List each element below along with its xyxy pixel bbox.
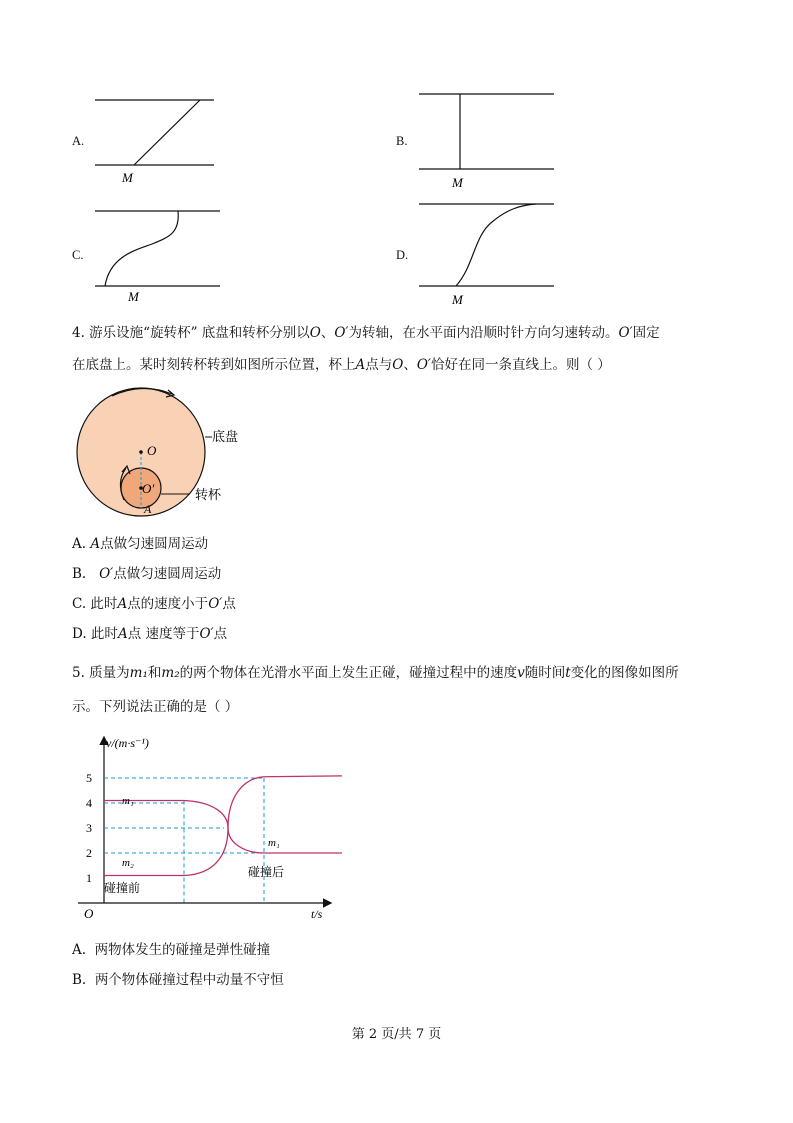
series-label-m2: m₂: [122, 857, 134, 869]
option-b-m: M: [452, 175, 463, 190]
label-base: 底盘: [212, 429, 239, 444]
q5-m2: m₂: [161, 665, 180, 681]
q5-stem-d: 随时间: [524, 665, 566, 681]
q4-opt-a-text: 点做匀速圆周运动: [100, 536, 209, 552]
q4-stem-a: 4. 游乐设施“旋转杯” 底盘和转杯分别以: [72, 325, 310, 341]
q5-stem-c: 的两个物体在光滑水平面上发生正碰，碰撞过程中的速度: [179, 665, 518, 681]
q5-stem-line2: 示。下列说法正确的是（ ）: [72, 699, 239, 715]
q5-m1: m₁: [129, 665, 148, 681]
q4-option-b: [72, 564, 221, 584]
q4-o-prime-3: O′: [416, 357, 431, 373]
q5-option-b: [72, 970, 284, 990]
series-lines: [104, 776, 342, 876]
option-b-figure: [412, 86, 562, 192]
option-a-figure: [88, 92, 223, 188]
q4-sep-2: 、: [403, 357, 417, 373]
q4-o-prime: O′: [334, 325, 349, 341]
annotation-after: 碰撞后: [248, 865, 285, 879]
q4-o: O: [309, 325, 321, 341]
series-label-m1-left: m₁: [122, 795, 134, 807]
q4-opt-c-end2: 点: [222, 596, 236, 612]
option-c-m: M: [128, 289, 139, 304]
q4-option-a: [72, 534, 208, 554]
y-ticks: [86, 771, 92, 885]
q5-stem-b: 和: [147, 665, 162, 681]
q5-stem-e: 变化的图像如图所: [570, 665, 679, 681]
y-tick-label: 2: [86, 846, 92, 860]
option-d-m: M: [452, 292, 463, 307]
q4-stem-b: 为转轴，在水平面内沿顺时针方向匀速转动。: [348, 325, 619, 341]
option-c-figure: [88, 204, 228, 306]
q5-chart: [72, 728, 342, 924]
annotation-before: 碰撞前: [104, 881, 141, 895]
y-tick-label: 1: [86, 871, 92, 885]
point-o: [139, 450, 143, 454]
q4-opt-a-prefix: A.: [72, 536, 87, 552]
option-b-label: B.: [396, 134, 408, 148]
series-m1-line: [104, 801, 342, 854]
q4-opt-c-end: O′: [208, 596, 223, 612]
q4-opt-b-prefix: B.: [72, 566, 87, 582]
q4-opt-d-point: A: [117, 626, 128, 642]
q5-opt-b-prefix: B.: [72, 972, 87, 988]
q5-v: v: [517, 665, 525, 681]
q4-figure: [72, 382, 272, 520]
q4-opt-d-prefix: D. 此时: [72, 626, 118, 642]
q5-stem-line1: [72, 663, 679, 683]
series-label-m1-right: m₁: [268, 837, 280, 849]
q4-opt-c-prefix: C. 此时: [72, 596, 118, 612]
q5-option-a: [72, 940, 270, 960]
q5-opt-b-text: 两个物体碰撞过程中动量不守恒: [94, 972, 284, 988]
q4-opt-d-text: 点 速度等于: [127, 626, 200, 642]
q5-opt-a-prefix: A.: [72, 942, 87, 958]
q4-sep: 、: [320, 325, 335, 341]
q4-opt-b-point: O′: [99, 566, 114, 582]
series-m2-line: [104, 776, 342, 876]
origin-label: O: [84, 906, 94, 921]
q5-stem-a: 5. 质量为: [72, 665, 130, 681]
q4-opt-b-text: 点做匀速圆周运动: [113, 566, 222, 582]
q4-opt-c-text: 点的速度小于: [127, 596, 209, 612]
q4-stem-d: 在底盘上。某时刻转杯转到如图所示位置，杯上: [72, 357, 356, 373]
y-tick-label: 5: [86, 771, 92, 785]
option-c-label: C.: [72, 248, 84, 262]
label-cup: 转杯: [195, 487, 222, 502]
label-o: O: [147, 443, 157, 458]
option-a-m: M: [122, 170, 133, 185]
q4-stem-line1: [72, 323, 660, 343]
q4-option-c: [72, 594, 236, 614]
q4-a: A: [355, 357, 366, 373]
option-d-figure: [412, 196, 562, 308]
y-tick-label: 3: [86, 821, 92, 835]
option-a-label: A.: [72, 134, 85, 148]
label-a: A: [144, 502, 152, 516]
q4-opt-d-end: O′: [199, 626, 214, 642]
x-axis-label: t/s: [311, 907, 323, 921]
q5-opt-a-text: 两物体发生的碰撞是弹性碰撞: [94, 942, 271, 958]
y-tick-label: 4: [86, 796, 92, 810]
q4-stem-f: 恰好在同一条直线上。则（ ）: [430, 357, 611, 373]
q4-opt-d-end2: 点: [213, 626, 228, 642]
q4-stem-c: 固定: [632, 325, 660, 341]
q4-stem-line2: [72, 355, 611, 375]
y-axis-label: v/(m·s⁻¹): [106, 736, 149, 750]
q4-opt-a-point: A: [90, 536, 101, 552]
q4-o-prime-2: O′: [618, 325, 633, 341]
q4-option-d: [72, 624, 227, 644]
q4-stem-e: 点与: [365, 357, 393, 373]
label-o-prime: O′: [142, 481, 155, 496]
option-d-label: D.: [396, 248, 409, 262]
q5-t: t: [565, 665, 571, 681]
q4-o-2: O: [392, 357, 404, 373]
q4-opt-c-point: A: [117, 596, 128, 612]
page-footer: 第 2 页/共 7 页: [351, 1027, 442, 1042]
